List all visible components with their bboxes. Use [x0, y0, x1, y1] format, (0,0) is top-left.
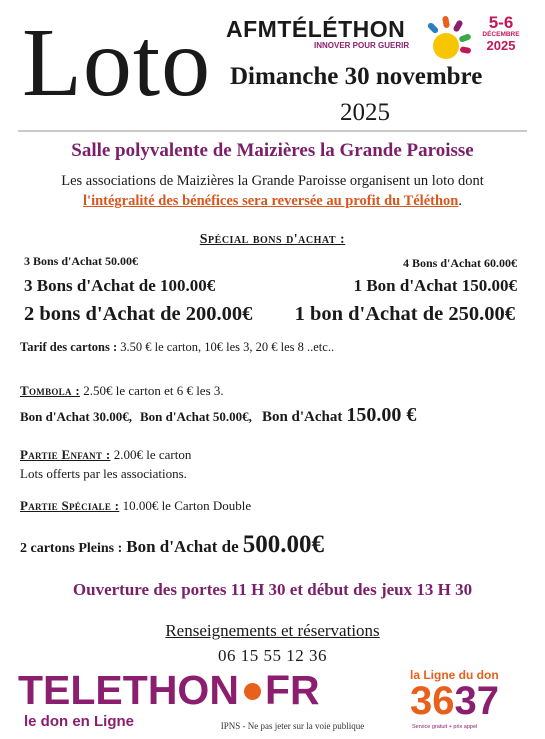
intro-text	[0, 171, 545, 211]
cartons-pleins-label: 2 cartons Pleins :	[20, 541, 123, 556]
tarif-text: 3.50 € le carton, 10€ les 3, 20 € les 8 ..etc..	[120, 340, 335, 354]
prize-left-3: 2 bons d'Achat de 200.00€	[24, 303, 253, 325]
telethon-fr-right: FR	[264, 667, 320, 713]
cartons-pleins-prize-value: 500.00€	[242, 531, 324, 558]
tombola-prizes	[20, 404, 416, 427]
tombola-prize-3-value: 150.00 €	[346, 404, 417, 426]
tombola-prize-3-label: Bon d'Achat	[261, 409, 343, 425]
venue-title: Salle polyvalente de Maizières la Grande Paroisse	[71, 140, 474, 161]
partie-enfant-text: 2.00€ le carton	[113, 447, 192, 462]
telethon-fr-logo	[18, 667, 320, 713]
partie-enfant-line2: Lots offerts par les associations.	[20, 466, 187, 481]
afm-telethon-logo	[226, 16, 410, 50]
divider	[18, 130, 527, 132]
event-dates	[478, 14, 524, 52]
telethon-dot-icon	[244, 683, 261, 700]
date-year: 2025	[340, 99, 390, 126]
don-en-ligne: le don en Ligne	[24, 713, 135, 730]
prize-right-3: 1 bon d'Achat de 250.00€	[294, 303, 515, 325]
contact-label-wrap	[0, 621, 545, 641]
partie-speciale-label: Partie Spéciale :	[20, 498, 120, 513]
intro-end: .	[458, 193, 462, 209]
partie-speciale	[20, 498, 251, 514]
cartons-pleins	[20, 531, 324, 559]
service-notice: Service gratuit + prix appel	[412, 724, 478, 730]
number-36: 36	[410, 679, 455, 723]
afm-tagline: INNOVER POUR GUERIR	[314, 41, 410, 50]
telethon-fr-left: TELETHON	[18, 667, 239, 713]
opening-hours: Ouverture des portes 11 H 30 et début des jeux 13 H 30	[72, 580, 473, 599]
partie-speciale-text: 10.00€ le Carton Double	[122, 498, 252, 513]
contact-phone: 06 15 55 12 36	[218, 646, 327, 665]
ligne-du-don: la Ligne du don	[410, 668, 499, 682]
event-year: 2025	[486, 37, 516, 53]
afm-brand: AFMTÉLÉTHON	[226, 16, 406, 42]
telethon-sun-icon	[424, 10, 480, 66]
tombola-line	[20, 383, 224, 399]
tombola-prize-2: Bon d'Achat 50.00€,	[139, 409, 252, 424]
prize-left-1: 3 Bons d'Achat 50.00€	[24, 254, 139, 268]
tombola-label: Tombola :	[20, 383, 80, 398]
special-title: Spécial bons d'achat :	[199, 232, 346, 247]
prize-right-1: 4 Bons d'Achat 60.00€	[402, 256, 517, 270]
tombola-prize-1: Bon d'Achat 30.00€,	[20, 409, 132, 424]
prize-right-2: 1 Bon d'Achat 150.00€	[353, 276, 517, 295]
tombola-text: 2.50€ le carton et 6 € les 3.	[83, 383, 224, 398]
cartons-pleins-prize-label: Bon d'Achat de	[126, 537, 239, 556]
contact-label: Renseignements et réservations	[165, 621, 380, 640]
ipns-notice: IPNS - Ne pas jeter sur la voie publique	[220, 721, 365, 731]
intro-line1: Les associations de Maizières la Grande Paroisse organisent un loto dont	[61, 173, 484, 189]
prize-left-2: 3 Bons d'Achat de 100.00€	[24, 276, 216, 295]
phone-3637-logo	[410, 681, 499, 721]
tarif-label: Tarif des cartons :	[20, 340, 118, 354]
tarif-line	[20, 340, 334, 355]
poster-title: Loto	[22, 9, 212, 117]
date-line: Dimanche 30 novembre	[230, 63, 483, 90]
number-37: 37	[454, 679, 499, 723]
intro-highlight: l'intégralité des bénéfices sera reversée au profit du Téléthon	[83, 193, 459, 209]
partie-enfant	[20, 445, 191, 483]
event-days: 5-6	[488, 13, 514, 32]
event-month: DÉCEMBRE	[482, 31, 520, 38]
partie-enfant-label: Partie Enfant :	[20, 447, 111, 462]
